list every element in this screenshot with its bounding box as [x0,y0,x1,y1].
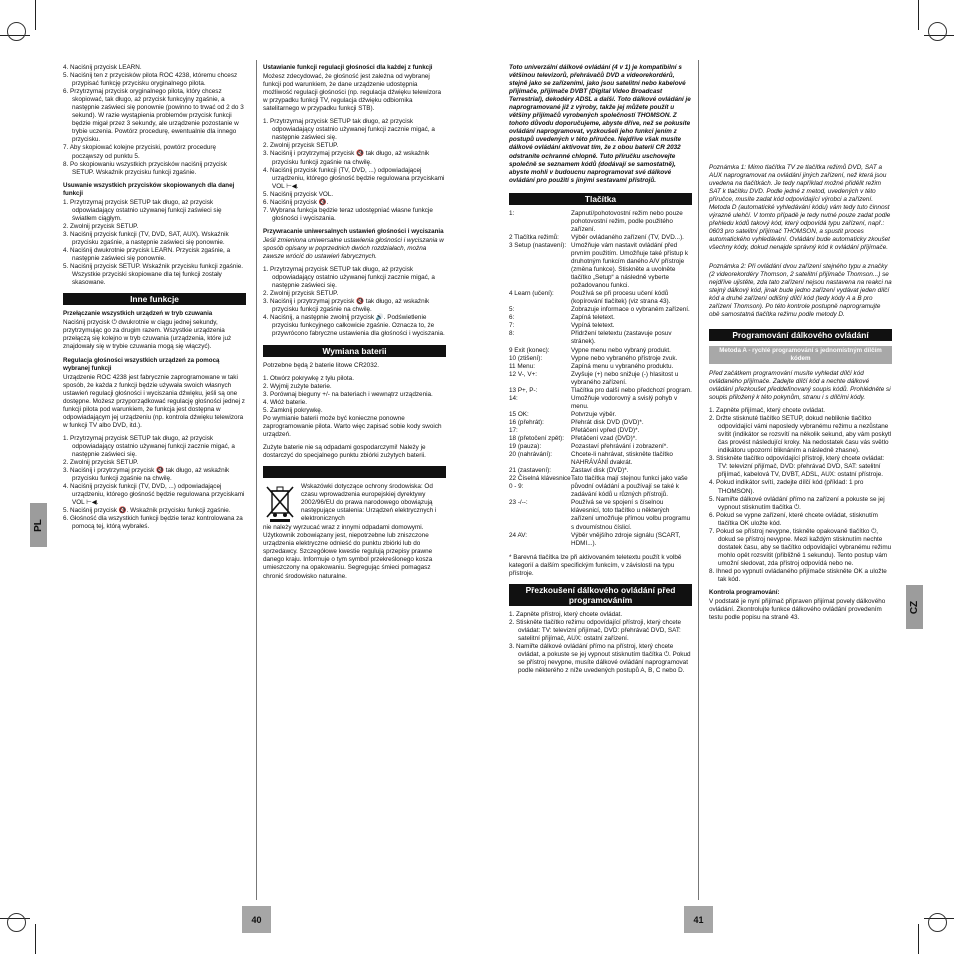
list-item: 6. Przytrzymaj przycisk oryginalnego pilota, który chcesz skopiować, tak długo, aż przycisk funkcyjny zgaśnie, a następnie zaświeci się ponownie (powinno to trwać od 2 do 3 sekund). W razie wystąpienia problemów przycisk funkcji będzie migał przez 3 sekundy, ale urządzenie pozostanie w trybie uczenia. Powtórz procedurę, ewentualnie dla innego przycisku. [63,88,244,144]
section-bar-environment [263,466,446,478]
list-item: 8. Ihned po vypnutí ovládaného přijímače stiskněte OK a uložte tak kód. [709,567,887,584]
button-row [509,475,692,499]
list-item: 5. Naciśnij ten z przycisków pilota ROC 4238, któremu chcesz przypisać funkcję przycisku oryginalnego pilota. [63,72,238,88]
gutter-line [698,60,699,900]
crop-mark [35,0,36,30]
list-item: 2. Zwolnij przycisk SETUP. [63,459,139,467]
button-desc: Používá se ve spojení s číselnou klávesnicí, toto tlačítko u některých zařízení umožňuje přímou volbu programu s dvoumístnou číslicí. [571,499,691,531]
color-buttons-footnote: * Barevná tlačítka lze při aktivovaném teletextu použít k volbě kategorií a dalším specifickým funkcím, v závislosti na typu přístroje. [509,553,682,577]
button-key: 15 OK: [509,410,529,418]
list-item: 5. Naciśnij przycisk VOL. [263,190,334,198]
button-row [509,242,692,290]
list-item: 2. Držte stisknuté tlačítko SETUP, dokud nebliknie tlačítko odpovídající vámi naposledy vybranému režimu a nezůstane svítit (indikátor se rozsvítí na několik sekund, aby vám poskytl čas provést následující kroky. Na nedostatek času vás světlo indikátoru upozorní bliknáním a následně zhasne). [709,415,892,455]
button-key: 1: [509,209,515,217]
heading-check: Kontrola programování: [709,589,780,597]
button-row [509,322,692,330]
button-desc: Používá se při procesu učení kódů (kopírování tlačítek) (viz strana 43). [571,290,671,306]
button-key: 24 AV: [509,531,527,539]
list-item: 3. Namiřte dálkové ovládání přímo na přístroj, který chcete ovládat, a pokuste se jej vypnout stisknutím tlačítka ⏻. Pokud se přístroj nevypne, musíte dálkové ovládání naprogramovat podle některého z níže uvedených postupů A, B, C nebo D. [509,643,691,675]
list-item: 1. Przytrzymaj przycisk SETUP tak długo, aż przycisk odpowiadający ostatnio używanej funkcji zacznie migać, a następnie zaświeci się. [263,118,435,142]
button-desc: Umožňuje vám nastavit ovládání před prvním použitím. Umožňuje také přístup k druhotným funkcím daného A/V přístroje (změna funkce). Stiskněte a uvolněte tlačítko „Setup“ a následně vyberte požadovanou funkci. [571,241,689,290]
column-cz-1 [509,64,692,675]
button-desc: Výběr ovládaného zařízení (TV, DVD...). [571,233,684,241]
button-row [509,363,692,371]
button-key: 9 Exit (konec): [509,346,550,354]
list-item: 4. Naciśnij przycisk funkcji (TV, DVD, ...) odpowiadającej urządzeniu, którego głośność będzie regulowana przyciskami VOL ⊢◀. [263,166,445,190]
button-row [509,443,692,451]
list-item: 3. Naciśnij i przytrzymaj przycisk 🔇 tak długo, aż wskaźnik przycisku funkcji zgaśnie na chwilę. [263,150,430,166]
section-bar-other: Inne funkcje [63,293,246,305]
button-desc: Přetáčení vzad (DVD)*. [571,435,637,443]
button-desc: Zapnutí/pohotovostní režim nebo pouze pohotovostní režim, podle použitého zařízení. [571,209,683,233]
individual-text: Możesz zdecydować, że głośność jest zależna od wybranej funkcji pod warunkiem, że dane urządzenie udostępnia możliwość regulacji głośności (np. regulacja dźwięku telewizora w przypadku funkcji TV, regulacja dźwięku odbiornika satelitarnego w przypadku funkcji STB). [263,73,442,113]
language-tab-pl: PL [30,503,47,547]
note-2: Poznámka 2: Při ovládání dvou zařízení stejného typu a značky (2 videorekordéry Thomson, 2 satelitní přijímače Thomson...) se nejdříve ujistěte, zda tato zařízení nejsou nastavena na reakci na stejný dálkový kód, jinak bude jedno zařízení vydávat jeden dílčí kód a druhé zařízení odlišný dílčí kód (tedy kódy A a B pro zařízení Thomson). Po této kontrole postupně naprogramujte obě samostatná tlačítka režimu podle metody D. [709,262,892,318]
registration-mark [928,913,947,932]
list-item: 1. Przytrzymaj przycisk SETUP tak długo, aż przycisk odpowiadający ostatnio używanej funkcji zacznie migać, a następnie zaświeci się. [263,266,435,290]
list-item: 3. Stiskněte tlačítko odpovídající přístroji, který chcete ovládat: TV: televizní přijímač, DVD: přehrávač DVD, SAT: satelitní přijímač, kabelová TV, DVBT, ADSL, AUX: ostatní přístroje. [709,455,885,479]
button-key: 11 Menu: [509,362,535,370]
button-row [509,314,692,322]
list-item: 7. Pokud se přístroj nevypne, tiskněte opakovaně tlačítko ⏻, dokud se přístroj nevypne. Mezi každým stisknutím nechte dostatek času, aby se tlačítko odpovídající vybranému režimu mohlo opět rozsvítit (přibližně 1 sekundu). Tento postup vám umožní sledovat, zda přístroj odpovídá nebo ne. [709,527,892,567]
column-pl-1 [63,64,246,531]
button-desc: Vypne nebo vybraného přístroje zvuk. [571,354,678,362]
heading-standby: Przełączanie wszystkich urządzeń w tryb czuwania [63,310,213,318]
battery-steps [263,375,446,415]
button-desc: Potvrzuje výběr. [571,410,617,418]
crop-mark [918,0,919,30]
restore-text: Jeśli zmieniona uniwersalne ustawienia głośności i wyciszania w sposób opisany w poprzednich dwóch rozdziałach, można zawsze wrócić do ustawień fabrycznych. [263,236,444,261]
list-item: 2. Wyjmij zużyte baterie. [263,382,332,390]
list-item: 3. Porównaj bieguny +/- na bateriach i wewnątrz urządzenia. [263,390,433,398]
method-a-text: Před začátkem programování musíte vyhledat dílčí kód ovládaného přijímače. Zadejte dílčí kód a nechte dálkové ovládání přezkoušet předdefinovaný soupis kódů. Prohlédněte si soupis přiložený k této pokynům, stranu i s dílčími kódy. [709,369,891,401]
button-key: 3 Setup (nastavení): [509,241,567,249]
button-key: 14: [509,394,518,402]
list-item: 5. Zamknij pokrywkę. [263,406,323,414]
button-key: 22 Číselná klávesnice 0 - 9: [509,475,571,491]
list-item: 7. Wybrana funkcja będzie teraz udostępniać własne funkcje głośności i wyciszania. [263,206,433,222]
list-item: 3. Naciśnij i przytrzymaj przycisk 🔇 tak długo, aż wskaźnik przycisku funkcji zgaśnie na chwilę. [263,298,430,314]
crop-mark [35,924,36,954]
button-key: 5: [509,306,515,314]
list-item: 4. Włóż baterie. [263,398,308,406]
button-desc: Zapíná teletext. [571,314,615,322]
battery-note: Po wymianie baterii może być konieczne ponowne zaprogramowanie pilota. Warto więc zapisać sobie kody swoich urządzeń. [263,414,442,438]
list-item: 2. Stiskněte tlačítko režimu odpovídající přístroji, který chcete ovládat: TV: televizní přijímač, DVD: přehrávač DVD, SAT: satelitní přijímač, AUX: ostatní zařízení. [509,618,682,642]
button-desc: Přehrát disk DVD (DVD)*. [571,418,644,426]
button-desc: Přetáčení vpřed (DVD)*. [571,426,640,434]
button-row [509,330,692,346]
list-item: 3. Naciśnij przycisk funkcji (TV, DVD, SAT, AUX). Wskaźnik przycisku zgaśnie, a następnie zaświeci się ponownie. [63,230,229,246]
gutter-line [256,60,257,900]
volume-text: Urządzenie ROC 4238 jest fabrycznie zaprogramowane w taki sposób, że każda z funkcji będzie używała swoich własnych ustawień regulacji głośności i wyciszania dźwięku, jeśli są one dostępne. Możesz przyporządkować regulację głośności jednej z funkcji pilota pod warunkiem, że funkcja jest dostępna w odpowiadającym jej urządzeniu (np. kontrola dźwięku telewizora w funkcji TV albo DVD, itd.). [63,373,245,429]
list-item: 7. Aby skopiować kolejne przyciski, powtórz procedurę począwszy od punktu 5. [63,144,217,160]
list-item: 4. Naciśnij przycisk funkcji (TV, DVD, ...) odpowiadającej urządzeniu, którego głośność będzie regulowana przyciskami VOL ⊢◀. [63,483,245,507]
heading-individual: Ustawianie funkcji regulacji głośności dla każdej z funkcji [263,64,433,71]
battery-text: Potrzebne będą 2 baterie litowe CR2032. [263,361,380,369]
page-number-right: 41 [684,906,713,933]
list-item: 3. Naciśnij i przytrzymaj przycisk 🔇 tak długo, aż wskaźnik przycisku funkcji zgaśnie na chwilę. [63,467,230,483]
weee-block [263,483,446,523]
list-item: 1. Zapněte přijímač, který chcete ovládat. [709,407,826,415]
list-item: 4. Naciśnij, a następnie zwolnij przycisk 🔊. Podświetlenie przycisku funkcyjnego całkowicie zgaśnie. Oznacza to, że przywrócono fabryczne ustawienia dla głośności i wyciszania. [263,314,445,338]
registration-mark [928,22,947,41]
button-desc: Umožňuje vodorovný a svislý pohyb v menu. [571,394,678,410]
button-key: 7: [509,322,515,330]
button-row [509,435,692,443]
individual-steps [263,118,446,223]
battery-disposal: Zużyte baterie nie są odpadami gospodarczymi! Należy je dostarczyć do specjalnego punktu zbiórki zużytych baterii. [263,443,426,459]
language-tab-cz: CZ [906,585,923,629]
button-key: 2 Tlačítka režimů: [509,233,559,241]
button-row [509,499,692,531]
list-item: 1. Przytrzymaj przycisk SETUP tak długo, aż przycisk odpowiadający ostatnio używanej funkcji zaświeci się światłem ciągłym. [63,198,222,222]
list-item: 1. Zapněte přístroj, který chcete ovládat. [509,610,623,618]
list-item: 2. Zwolnij przycisk SETUP. [263,142,339,150]
button-row [509,347,692,355]
button-row [509,290,692,306]
button-desc: Zobrazuje informace o vybraném zařízení. [571,306,690,314]
list-item: 4. Pokud indikátor svítí, zadejte dílčí kód (příklad: 1 pro THOMSON). [709,479,864,495]
learn-steps [63,64,246,177]
button-key: 16 (přehrát): [509,418,544,426]
list-item: 6. Naciśnij przycisk 🔇. [263,198,329,206]
button-row [509,419,692,427]
button-key: 8: [509,330,515,338]
list-item: 4. Naciśnij przycisk LEARN. [63,64,142,71]
button-key: 18 (přetočení zpět): [509,435,565,443]
button-key: 6: [509,314,515,322]
standby-text: Naciśnij przycisk ⏻ dwukrotnie w ciągu jednej sekundy, przytrzymując go za drugim razem. Wszystkie urządzenia przełączą się kolejno w tryb czuwania (urządzenia, które już znajdowały się w trybie czuwania mogą się włączyć). [63,319,232,351]
button-row [509,395,692,411]
button-desc: Chcete-li nahrávat, stiskněte tlačítko NAHRÁVÁNÍ dvakrát. [571,451,673,467]
buttons-list [509,210,692,548]
button-key: 13 P+, P-: [509,386,538,394]
check-text: V podstatě je nyní přijímač připraven přijímat povely dálkového ovládání. Zkontrolujte funkce dálkového ovládání provedením testu podle popisu na straně 43. [709,598,886,622]
button-desc: Zastaví disk (DVD)*. [571,467,629,475]
registration-mark [7,913,26,932]
weee-text-b: nie należy wyrzucać wraz z innymi odpadami domowymi. Użytkownik zobowiązany jest, niepotrzebne lub zniszczone urządzenia elektryczne odnieść do punktu zbiórki lub do sprzedawcy. Szczegółowe kwestie regulują przepisy prawne danego kraju. Informuje o tym symbol przekreślonego kosza umieszczony na opakowaniu. Segregując śmieci pomagasz chronić środowisko naturalne. [263,524,433,580]
button-desc: Pozastaví přehrávání i zobrazení*. [571,443,668,451]
section-bar-buttons: Tlačítka [509,193,692,205]
page-number-left: 40 [242,906,271,933]
delete-steps [63,199,246,288]
note-1: Poznámka 1: Mimo tlačítka TV ze tlačítka režimů DVD, SAT a AUX naprogramovat na ovládání jiných zařízení, než která jsou uvedena na tlačítkách. Je tedy například možné přidělit režim SAT k tlačítku DVD. Podle jedné z metod, uvedených v této příručce, musíte zadat kód odpovídající výrobci a zařízení. Metoda D (automatické vyhledávání kódu) vám tedy tuto činnost výrazně ulehčí. V tomto případě je tedy nutné pouze zadat podle přehledu kódů takový kód, který odpovídá typu zařízení, např.: 0603 pro satelitní přijímač THOMSON, a spustit proces automatického vyhledávání. Ovládání bude automaticky zkoušet všechny kódy, dokud nenajde správný kód k ovládání přijímače. [709,164,891,252]
heading-volume: Regulacja głośności wszystkich urządzeń za pomocą wybranej funkcji [63,356,220,372]
button-key: 12 V-, V+: [509,370,538,378]
list-item: 5. Naciśnij przycisk SETUP. Wskaźnik przycisku funkcji zgaśnie. Wszystkie przyciski skopiowane dla tej funkcji zostały skasowane. [63,263,244,287]
button-key: 21 (zastavení): [509,467,551,475]
button-desc: Zapíná menu u vybraného produktu. [571,362,674,370]
method-a-bar: Metoda A - rychlé programování s jednomístným dílčím kódem [709,346,892,364]
button-row [509,532,692,548]
button-key: 20 (nahrávání): [509,451,553,459]
list-item: 1. Przytrzymaj przycisk SETUP tak długo, aż przycisk odpowiadający ostatnio używanej funkcji zacznie migać, a następnie zaświeci się. [63,434,235,459]
button-row [509,411,692,419]
section-bar-test: Přezkoušení dálkového ovládání před programováním [509,584,692,606]
registration-mark [7,22,26,41]
button-row [509,387,692,395]
button-key: 4 Learn (učení): [509,290,554,298]
button-key: 19 (pauza): [509,443,542,451]
crossed-bin-icon [263,483,297,523]
button-key: 23 -/--: [509,499,528,507]
button-row [509,210,692,234]
button-desc: Zvyšuje (+) nebo snižuje (-) hlasitost u vybraného zařízení. [571,370,679,386]
button-key: 17: [509,426,518,434]
heading-delete: Usuwanie wszystkich przycisków skopiowanych dla danej funkcji [63,181,235,197]
button-desc: Vypne menu nebo vybraný produkt. [571,346,671,354]
intro-text: Toto univerzální dálkové ovládání (4 v 1) je kompatibilní s většinou televizorů, přehrávačů DVD a videorekordérů, stejně jako se zařízeními, jako jsou satelitní nebo kabelové přijímače, přijímače DVBT (Digital Video Broadcast Terrestrial), dekodéry ADSL a další. Toto dálkové ovládání je naprogramované již z výroby, takže jej můžete použít u většiny přijímačů vyrobených společností THOMSON. Z tohoto důvodu doporučujeme, abyste dříve, než se pokusíte ovládání naprogramovat, vyzkoušeli jeho funkci jením z postupů uvedených v této příručce. Nejdříve však musíte dálkové ovládání aktivovat tím, že z obou baterií CR 2032 odstraníte ochranné chlopně. Tuto příručku uschovejte společně se seznamem kódů (dodávají se samostatně), abyste mohli v budoucnu naprogramovat své dálkové ovládání pro použití s jinými sestavami přístrojů. [509,64,691,184]
button-key: 10 (ztišení): [509,354,543,362]
list-item: 5. Namiřte dálkové ovládání přímo na zařízení a pokuste se jej vypnout stisknutím tlačítka ⏻. [709,495,885,511]
list-item: 6. Głośność dla wszystkich funkcji będzie teraz kontrolowana za pomocą tej, którą wybrałeś. [63,515,243,531]
heading-restore: Przywracanie uniwersalnych ustawień głośności i wyciszania [263,227,444,235]
button-row [509,306,692,314]
button-desc: Tlačítka pro další nebo předchozí program. [571,386,692,394]
test-steps [509,611,692,675]
section-bar-battery: Wymiana baterii [263,345,446,357]
column-cz-2 [709,64,892,627]
button-row [509,427,692,435]
weee-text-a: Wskazówki dotyczące ochrony środowiska: Od czasu wprowadzenia europejskiej dyrektywy 2002/96/EU do prawa narodowego obowiązują następujące ustalenia: Urządzeń elektrycznych i elektronicznych [301,483,437,523]
button-row [509,451,692,467]
crop-mark [918,924,919,954]
volume-steps [63,435,246,532]
button-row [509,355,692,363]
section-bar-programming: Programování dálkového ovládání [709,329,892,341]
list-item: 2. Zwolnij przycisk SETUP. [63,222,139,230]
button-row [509,371,692,387]
column-pl-2 [263,64,446,586]
restore-steps [263,266,446,338]
button-row [509,234,692,242]
list-item: 2. Zwolnij przycisk SETUP. [263,290,339,298]
list-item: 1. Otwórz pokrywkę z tyłu pilota. [263,374,354,382]
list-item: 5. Naciśnij przycisk 🔇. Wskaźnik przycisku funkcji zgaśnie. [63,507,231,515]
button-desc: Vypíná teletext. [571,322,615,330]
button-desc: Tato tlačítka mají stejnou funkci jako vaše původní ovládání a používají se také k zadávání kódů u různých přístrojů. [571,475,688,499]
list-item: 4. Naciśnij dwukrotnie przycisk LEARN. Przycisk zgaśnie, a następnie zaświeci się ponownie. [63,247,231,263]
button-desc: Výběr vnějšího zdroje signálu (SCART, HDMI...). [571,531,681,547]
button-desc: Přidržení teletextu (zastavuje posuv stránek). [571,330,672,346]
list-item: 8. Po skopiowaniu wszystkich przycisków naciśnij przycisk SETUP. Wskaźnik przycisku funkcji zgaśnie. [63,160,227,176]
method-a-steps [709,407,892,584]
list-item: 6. Pokud se vypne zařízení, které chcete ovládat, stisknutím tlačítka OK uložte kód. [709,511,878,527]
